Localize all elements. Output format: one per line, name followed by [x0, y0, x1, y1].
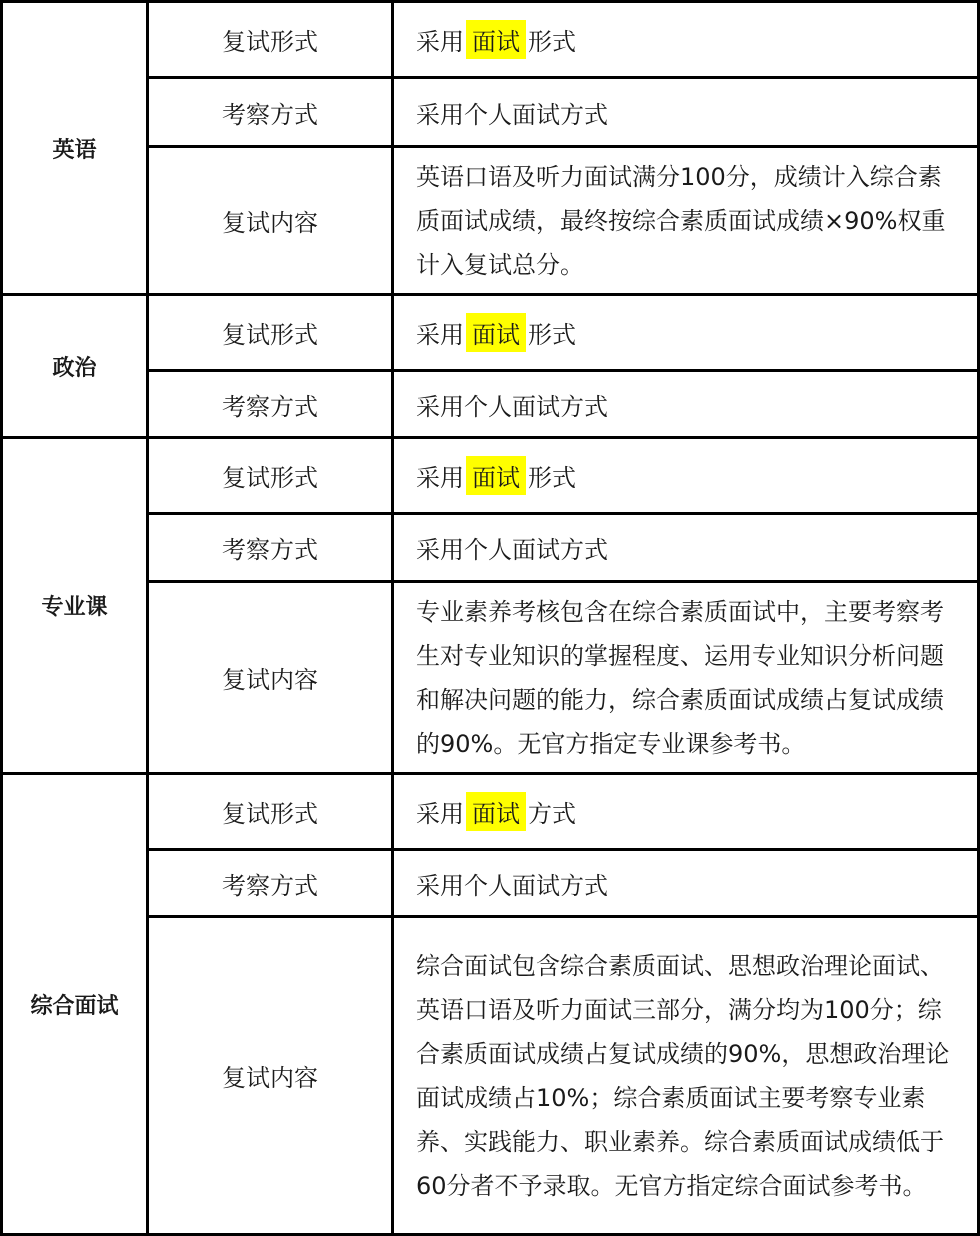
row-value — [394, 439, 977, 512]
section-divider — [0, 293, 980, 296]
highlight-text: 面试 — [466, 456, 526, 495]
row-divider — [146, 512, 980, 515]
row-label: 复试内容 — [222, 1064, 318, 1092]
value-post: 形式 — [528, 464, 576, 492]
row-divider — [146, 580, 980, 583]
table-border-top — [0, 0, 980, 3]
row-label: 复试内容 — [222, 666, 318, 694]
section-label-politics: 政治 — [52, 355, 97, 381]
value-pre: 采用 — [416, 321, 464, 349]
column-divider — [146, 0, 149, 1236]
row-label: 考察方式 — [222, 871, 318, 900]
row-divider — [146, 848, 980, 851]
row-value: 采用个人面试方式 — [416, 100, 608, 129]
row-value: 采用个人面试方式 — [416, 392, 608, 421]
table-border-left — [0, 0, 3, 1236]
value-post: 形式 — [528, 321, 576, 349]
row-value: 采用个人面试方式 — [416, 536, 608, 564]
row-label: 复试形式 — [222, 800, 318, 828]
row-value: 采用个人面试方式 — [416, 871, 608, 900]
row-label: 考察方式 — [222, 100, 318, 129]
section-label-major: 专业课 — [41, 595, 108, 620]
highlight-text: 面试 — [466, 792, 526, 831]
value-post: 形式 — [528, 28, 576, 56]
column-divider — [391, 0, 394, 1236]
row-divider — [146, 145, 980, 148]
row-label: 复试形式 — [222, 464, 318, 492]
value-pre: 采用 — [416, 464, 464, 492]
value-post: 方式 — [528, 800, 576, 828]
row-value — [394, 296, 977, 369]
row-value — [394, 3, 977, 76]
highlight-text: 面试 — [466, 313, 526, 352]
row-value — [394, 775, 977, 848]
section-label-comprehensive: 综合面试 — [30, 993, 119, 1019]
row-divider — [146, 76, 980, 79]
highlight-text: 面试 — [466, 20, 526, 59]
row-label: 考察方式 — [222, 536, 318, 564]
row-label: 复试形式 — [222, 28, 318, 56]
row-label: 复试形式 — [222, 321, 318, 349]
row-divider — [146, 369, 980, 372]
row-divider — [146, 915, 980, 918]
row-value: 英语口语及听力面试满分100分，成绩计入综合素质面试成绩，最终按综合素质面试成绩×90%权重计入复试总分。 — [416, 162, 946, 279]
section-label-english: 英语 — [52, 137, 97, 163]
section-divider — [0, 436, 980, 439]
value-pre: 采用 — [416, 28, 464, 56]
section-divider — [0, 772, 980, 775]
row-label: 考察方式 — [222, 392, 318, 421]
row-value: 综合面试包含综合素质面试、思想政治理论面试、英语口语及听力面试三部分，满分均为100分；综合素质面试成绩占复试成绩的90%，思想政治理论面试成绩占10%；综合素质面试主要考察专业素养、实践能力、职业素养。综合素质面试成绩低于60分者不予录取。无官方指定综合面试参考书。 — [416, 951, 950, 1200]
value-pre: 采用 — [416, 800, 464, 828]
row-label: 复试内容 — [222, 209, 318, 237]
row-value: 专业素养考核包含在综合素质面试中，主要考察考生对专业知识的掌握程度、运用专业知识分析问题和解决问题的能力，综合素质面试成绩占复试成绩的90%。无官方指定专业课参考书。 — [416, 597, 944, 758]
